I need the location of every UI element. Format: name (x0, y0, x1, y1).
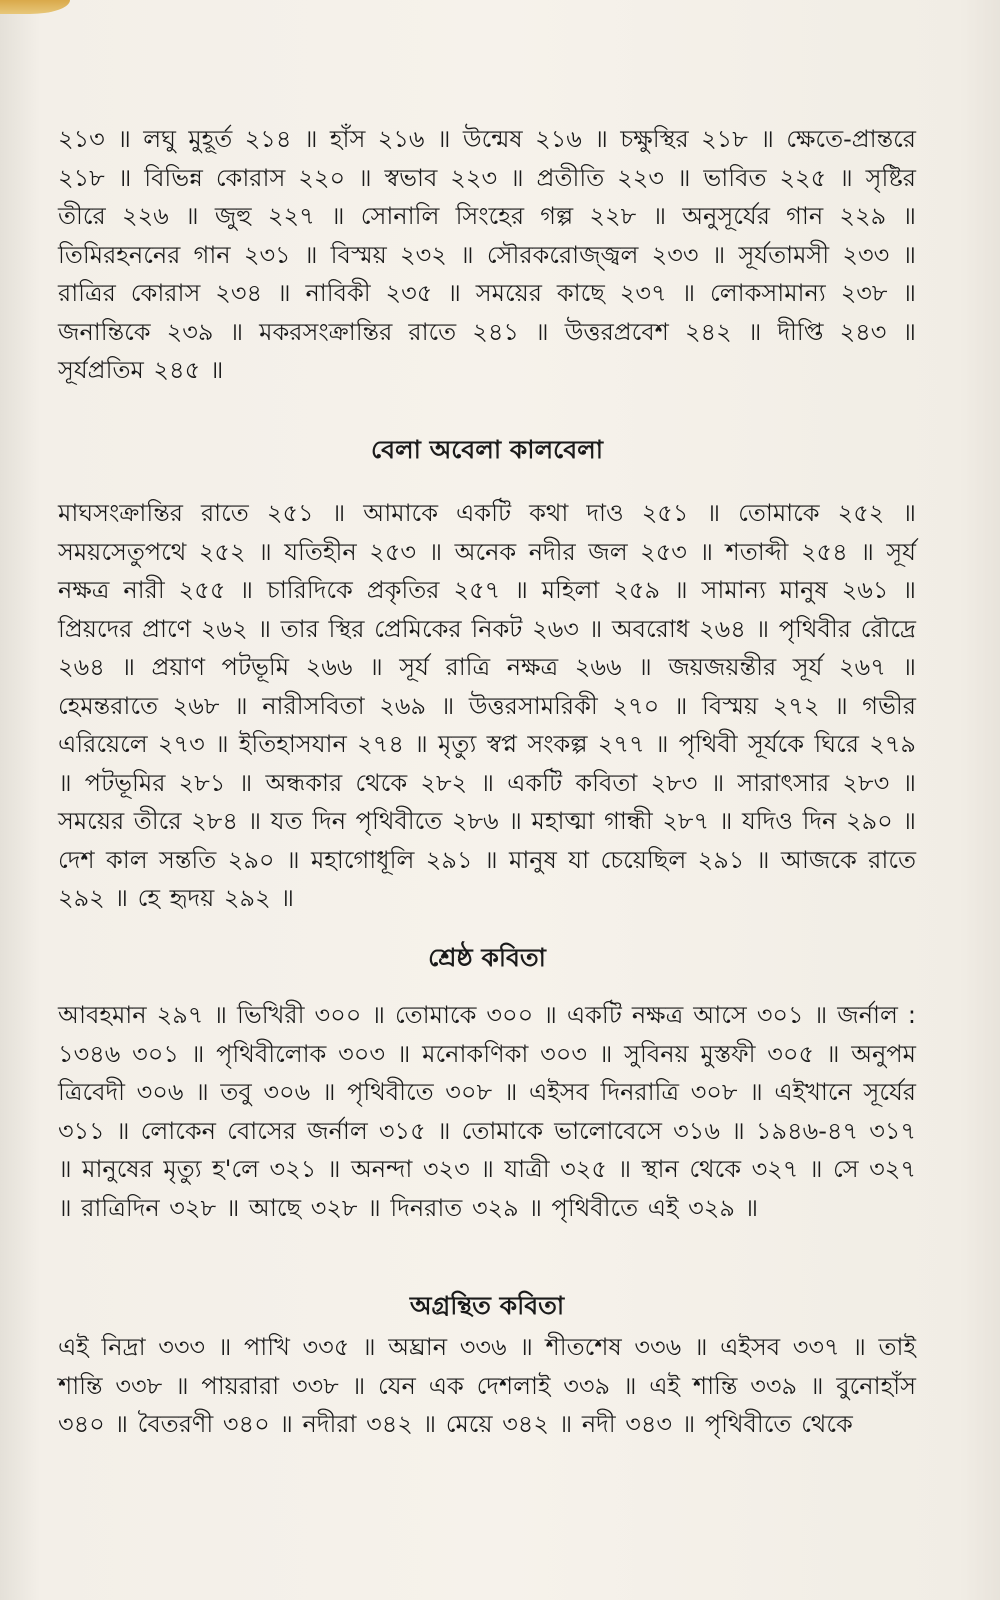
contents-section-shreshtho-kobita (58, 996, 916, 1227)
section-heading-shreshtho-kobita-wrap (58, 940, 916, 976)
contents-paragraph: মাঘসংক্রান্তির রাতে ২৫১ ॥ আমাকে একটি কথা দাও ২৫১ ॥ তোমাকে ২৫২ ॥ সময়সেতুপথে ২৫২ ॥ যতিহীন ২৫৩ ॥ অনেক নদীর জল ২৫৩ ॥ শতাব্দী ২৫৪ ॥ সূর্য নক্ষত্র নারী ২৫৫ ॥ চারিদিকে প্রকৃতির ২৫৭ ॥ মহিলা ২৫৯ ॥ সামান্য মানুষ ২৬১ ॥ প্রিয়দের প্রাণে ২৬২ ॥ তার স্থির প্রেমিকের নিকট ২৬৩ ॥ অবরোধ ২৬৪ ॥ পৃথিবীর রৌদ্রে ২৬৪ ॥ প্রয়াণ পটভূমি ২৬৬ ॥ সূর্য রাত্রি নক্ষত্র ২৬৬ ॥ জয়জয়ন্তীর সূর্য ২৬৭ ॥ হেমন্তরাতে ২৬৮ ॥ নারীসবিতা ২৬৯ ॥ উত্তরসামরিকী ২৭০ ॥ বিস্ময় ২৭২ ॥ গভীর এরিয়েলে ২৭৩ ॥ ইতিহাসযান ২৭৪ ॥ মৃত্যু স্বপ্ন সংকল্প ২৭৭ ॥ পৃথিবী সূর্যকে ঘিরে ২৭৯ ॥ পটভূমির ২৮১ ॥ অন্ধকার থেকে ২৮২ ॥ একটি কবিতা ২৮৩ ॥ সারাৎসার ২৮৩ ॥ সময়ের তীরে ২৮৪ ॥ যত দিন পৃথিবীতে ২৮৬ ॥ মহাত্মা গান্ধী ২৮৭ ॥ যদিও দিন ২৯০ ॥ দেশ কাল সন্ততি ২৯০ ॥ মহাগোধূলি ২৯১ ॥ মানুষ যা চেয়েছিল ২৯১ ॥ আজকে রাতে ২৯২ ॥ হে হৃদয় ২৯২ ॥ (58, 499, 916, 912)
section-heading-bela-abela-kalbela-wrap (58, 432, 916, 468)
section-heading: বেলা অবেলা কালবেলা (370, 435, 604, 464)
section-heading: অগ্রন্থিত কবিতা (409, 1291, 565, 1320)
contents-paragraph: আবহমান ২৯৭ ॥ ভিখিরী ৩০০ ॥ তোমাকে ৩০০ ॥ একটি নক্ষত্র আসে ৩০১ ॥ জর্নাল : ১৩৪৬ ৩০১ ॥ পৃথিবীলোক ৩০৩ ॥ মনোকণিকা ৩০৩ ॥ সুবিনয় মুস্তফী ৩০৫ ॥ অনুপম ত্রিবেদী ৩০৬ ॥ তবু ৩০৬ ॥ পৃথিবীতে ৩০৮ ॥ এইসব দিনরাত্রি ৩০৮ ॥ এইখানে সূর্যের ৩১১ ॥ লোকেন বোসের জর্নাল ৩১৫ ॥ তোমাকে ভালোবেসে ৩১৬ ॥ ১৯৪৬-৪৭ ৩১৭ ॥ মানুষের মৃত্যু হ'লে ৩২১ ॥ অনন্দা ৩২৩ ॥ যাত্রী ৩২৫ ॥ স্থান থেকে ৩২৭ ॥ সে ৩২৭ ॥ রাত্রিদিন ৩২৮ ॥ আছে ৩২৮ ॥ দিনরাত ৩২৯ ॥ পৃথিবীতে এই ৩২৯ ॥ (58, 1001, 916, 1222)
contents-paragraph: ২১৩ ॥ লঘু মুহূর্ত ২১৪ ॥ হাঁস ২১৬ ॥ উন্মেষ ২১৬ ॥ চক্ষুস্থির ২১৮ ॥ ক্ষেতে-প্রান্তরে ২১৮ ॥ বিভিন্ন কোরাস ২২০ ॥ স্বভাব ২২৩ ॥ প্রতীতি ২২৩ ॥ ভাবিত ২২৫ ॥ সৃষ্টির তীরে ২২৬ ॥ জুহু ২২৭ ॥ সোনালি সিংহের গল্প ২২৮ ॥ অনুসূর্যের গান ২২৯ ॥ তিমিরহননের গান ২৩১ ॥ বিস্ময় ২৩২ ॥ সৌরকরোজ্জ্বল ২৩৩ ॥ সূর্যতামসী ২৩৩ ॥ রাত্রির কোরাস ২৩৪ ॥ নাবিকী ২৩৫ ॥ সময়ের কাছে ২৩৭ ॥ লোকসামান্য ২৩৮ ॥ জনান্তিকে ২৩৯ ॥ মকরসংক্রান্তির রাতে ২৪১ ॥ উত্তরপ্রবেশ ২৪২ ॥ দীপ্তি ২৪৩ ॥ সূর্যপ্রতিম ২৪৫ ॥ (58, 125, 916, 384)
section-heading: শ্রেষ্ঠ কবিতা (428, 943, 546, 972)
contents-section-agranthito-kobita (58, 1328, 916, 1444)
contents-section-continued (58, 120, 916, 390)
contents-paragraph: এই নিদ্রা ৩৩৩ ॥ পাখি ৩৩৫ ॥ অঘ্রান ৩৩৬ ॥ শীতশেষ ৩৩৬ ॥ এইসব ৩৩৭ ॥ তাই শান্তি ৩৩৮ ॥ পায়রারা ৩৩৮ ॥ যেন এক দেশলাই ৩৩৯ ॥ এই শান্তি ৩৩৯ ॥ বুনোহাঁস ৩৪০ ॥ বৈতরণী ৩৪০ ॥ নদীরা ৩৪২ ॥ মেয়ে ৩৪২ ॥ নদী ৩৪৩ ॥ পৃথিবীতে থেকে (58, 1333, 916, 1438)
contents-section-bela-abela-kalbela (58, 494, 916, 918)
section-heading-agranthito-kobita-wrap (58, 1288, 916, 1324)
page-corner-mark (0, 0, 70, 14)
